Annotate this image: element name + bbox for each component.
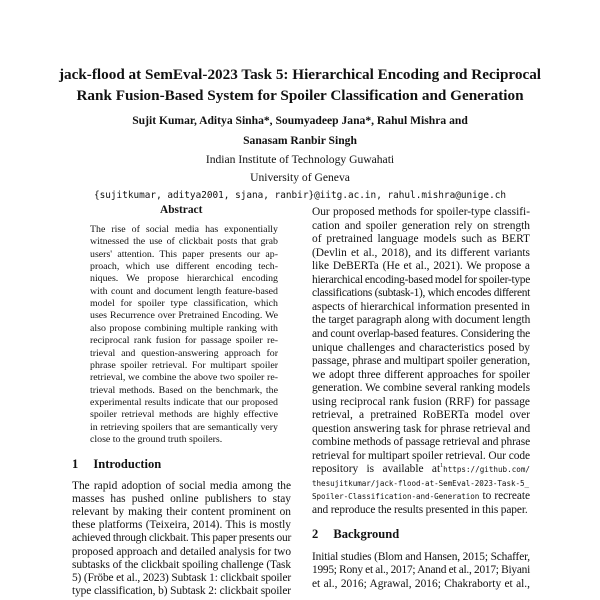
text-line: combine methods of passage retrieval and phrase: [312, 436, 531, 449]
text-line: aspects of hierarchical information presented in: [312, 300, 530, 313]
text-line: and count overlap-based features. Considering the: [312, 327, 530, 340]
section-title: Introduction: [93, 457, 162, 471]
text-line: question answering task for phrase retrieval and: [312, 422, 531, 435]
text-line: of pretrained language models such as BERT: [312, 233, 530, 246]
text-line: generation. We combine several ranking models: [312, 382, 530, 395]
title-line: Rank Fusion-Based System for Spoiler Classification and Generation: [76, 87, 524, 104]
section-number: 2: [312, 527, 319, 541]
repo-line: [312, 463, 530, 476]
text-line: retrieval, a pretrained RoBERTa model over: [312, 409, 530, 422]
text-line: achieved through clickbait. This paper presents our: [72, 532, 291, 545]
abstract-heading: Abstract: [160, 204, 203, 216]
text-line: trieval methods. Based on the benchmark, the: [90, 384, 278, 396]
text-line: the target paragraph along with document length: [312, 314, 531, 327]
repo-url-line: [312, 490, 530, 503]
text-line: 1995; Rony et al., 2017; Anand et al., 2017; Biyani: [312, 564, 530, 577]
text-line: experimental results indicate that our proposed: [90, 396, 278, 408]
text-line: using reciprocal rank fusion (RRF) for passage: [312, 395, 530, 408]
emails: {sujitkumar, aditya2001, sjana, ranbir}@iitg.ac.in, rahul.mishra@unige.ch: [93, 190, 507, 201]
text-line: proposed approach and detailed analysis for two: [72, 545, 291, 558]
text-line: reciprocal rank fusion for passage spoiler re-: [90, 335, 278, 347]
text-line: we adopt three different approaches for spoiler: [312, 368, 530, 381]
text-line: classifications (subtask-1), which encodes different: [312, 287, 530, 300]
footnote-mark: 1: [440, 463, 444, 470]
text-line: with count and document length feature-based: [90, 285, 278, 297]
text-line: witnessed the use of clickbait posts that grab: [90, 236, 278, 248]
repo-url-line: [312, 477, 530, 490]
authors-line: Sujit Kumar, Aditya Sinha*, Soumyadeep Jana*, Rahul Mishra and: [132, 114, 468, 127]
text-line: also propose combining multiple ranking with: [90, 322, 278, 334]
text-line: model for spoiler type classification, which: [90, 298, 278, 310]
text-line: unique challenges and characteristics posed by: [312, 341, 530, 354]
text-line: like DeBERTa (He et al., 2021). We propose a: [312, 260, 530, 273]
text-line: (Devlin et al., 2018), and its different variants: [312, 246, 530, 259]
text-line: close to the ground truth spoilers.: [90, 433, 223, 445]
text-line: phrase spoiler retrieval. For multipart spoiler: [90, 359, 278, 371]
text-line: users' attention. This paper presents our ap-: [90, 248, 278, 260]
text-line: type classification, b) Subtask 2: clickbait spoiler: [72, 584, 291, 597]
text-line: cation and spoiler generation rely on strength: [312, 219, 530, 232]
text-line: Our proposed methods for spoiler-type classifi-: [312, 206, 530, 218]
text-line: Initial studies (Blom and Hansen, 2015; Schaffer,: [312, 551, 530, 563]
authors-line: Sanasam Ranbir Singh: [243, 134, 357, 147]
repo-url[interactable]: Spoiler-Classification-and-Generation: [312, 492, 480, 501]
text-line: et al., 2016; Agrawal, 2016; Chakraborty et al.,: [312, 577, 530, 590]
repo-url[interactable]: https://github.com/: [443, 465, 530, 474]
repo-url[interactable]: thesujitkumar/jack-flood-at-SemEval-2023-Task-5_: [312, 479, 530, 488]
text-line: masses has pushed online publishers to stay: [72, 493, 291, 506]
text-line: retrieval for multipart spoiler retrieval. Our code: [312, 449, 530, 462]
text-line: trieval and question-answering approach for: [90, 347, 278, 359]
text-line: niques. We propose hierarchical encoding: [90, 273, 278, 285]
text-line: The rapid adoption of social media among the: [72, 480, 291, 492]
text-line: 5) (Fröbe et al., 2023) Subtask 1: clickbait spoiler: [72, 571, 291, 584]
background-heading: [312, 527, 399, 542]
text-line: uses Recurrence over Pretrained Encoding. We: [90, 310, 278, 322]
affiliation: University of Geneva: [250, 171, 350, 184]
text-line: The rise of social media has exponentially: [90, 224, 278, 235]
title-line: jack-flood at SemEval-2023 Task 5: Hierarchical Encoding and Reciprocal: [58, 66, 542, 83]
section-title: Background: [333, 527, 400, 541]
affiliation: Indian Institute of Technology Guwahati: [205, 153, 395, 166]
text-line: subtasks of the clickbait spoiling challenge (Task: [72, 558, 291, 571]
text-line: relevant by making their content prominent on: [72, 506, 291, 519]
text-line: proach, which use different encoding tech-: [90, 261, 278, 273]
text-line: these platforms (Teixeira, 2014). This is mostly: [72, 519, 291, 532]
text-line: in retrieving spoilers that are semantically very: [90, 421, 278, 433]
text-line: retrieval, we combine the above two spoiler re-: [90, 372, 278, 384]
text-line: spoiler retrieval methods are highly effective: [90, 409, 278, 421]
text-line: and reproduce the results presented in this paper.: [312, 504, 528, 516]
text: to recreate: [482, 490, 531, 502]
section-number: 1: [72, 457, 79, 471]
text-line: passage, phrase and multipart spoiler generation,: [312, 355, 530, 368]
text-line: hierarchical encoding-based model for spoiler-type: [312, 273, 531, 286]
text: repository is available at: [312, 463, 441, 475]
introduction-heading: [72, 457, 161, 472]
